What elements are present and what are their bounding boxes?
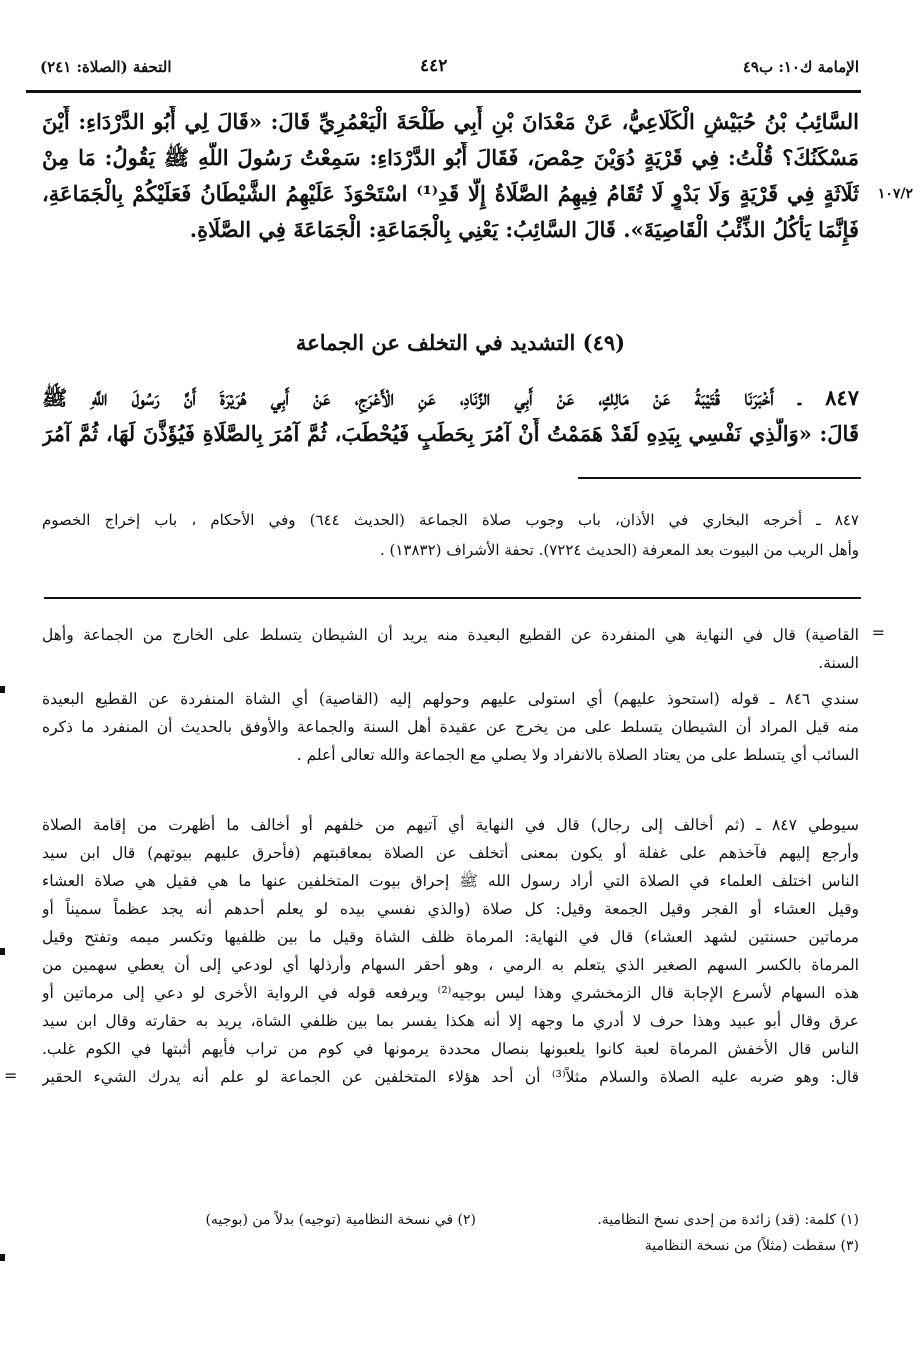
main-text-line: مَسْكَنُكَ؟ قُلْتُ: فِي قَرْيَةٍ دُوَيْنَ حِمْصَ، فَقَالَ أَبُو الدَّرْدَاءِ: سَمِعْتُ رَسُولَ اللَّهِ ﷺ يَقُولُ: مَا مِنْ [42,145,859,170]
page-number: ٤٤٢ [420,56,448,76]
commentary-line: القاصية) قال في النهاية هي المنفردة عن القطيع البعيدة منه يريد أن الشيطان يتسلط على الخارج من الجماعة وأهل [42,626,859,644]
commentary-line: منه قيل المراد أن الشيطان يتسلط على من يخرج عن عقيدة أهل السنة والجماعة والأوفق بالحديث أن المنفرد ما ذكره [42,718,859,736]
scan-mark [0,1254,5,1261]
commentary-line: المرماة بالكسر السهم الصغير الذي يتعلم به الرمي ، وهو أحقر السهام وأرذلها أي لودعي إلى أن يعطي سهمين من [42,956,859,974]
commentary-line: سندي ٨٤٦ ـ قوله (استحوذ عليهم) أي استولى عليهم وحولهم إليه (القاصية) أي الشاة المنفردة عن القطيع البعيدة [42,690,859,708]
hadith-line: ٨٤٧ ـ أَخْبَرَنَا قُتَيْبَةُ عَنْ مَالِكٍ، عَنْ أَبِي الزِّنَادِ، عَنِ الْأَعْرَجِ، عَنْ أَبِي هُرَيْرَةَ أَنَّ رَسُولَ اللَّهِ ﷺ [42,385,859,410]
continuation-mark: = [4,1066,18,1085]
hadith-line: قَالَ: «وَالَّذِي نَفْسِي بِيَدِهِ لَقَدْ هَمَمْتُ أَنْ آمُرَ بِحَطَبٍ فَيُحْطَبَ، ثُمَّ آمُرَ بِالصَّلَاةِ فَيُؤَذَّنَ لَهَا، ثُمَّ آمُرَ [42,421,859,446]
scan-mark [0,948,5,955]
commentary-line: سيوطي ٨٤٧ ـ (ثم أخالف إلى رجال) قال في النهاية أي آتيهم من خلفهم أو أخالف ما أظهرت من إقامة الصلاة [42,816,859,834]
commentary-line: السنة. [818,654,859,672]
commentary-line: هذه السهام لأسرع الإجابة قال الزمخشري وهذا ليس بوجيه⁽²⁾ ويرفعه قوله في الرواية الأخرى لو دعي إلى مرماتين أو [42,984,859,1002]
commentary-line: الناس قال الأخفش المرماة لعبة كانوا يلعبونها بنصال محددة يرمونها في كوم من تراب فأيهم أثبتها في الكوم غلب. [42,1040,859,1058]
commentary-rule [44,597,861,599]
footnote-1: (١) كلمة: (قد) زائدة من إحدى نسخ النظامية. [597,1212,859,1228]
takhrij-line: ٨٤٧ ـ أخرجه البخاري في الأذان، باب وجوب صلاة الجماعة (الحديث ٦٤٤) وفي الأحكام ، باب إخراج الخصوم [42,511,859,529]
main-text-line: فَإِنَّمَا يَأْكُلُ الذِّئْبُ الْقَاصِيَةَ». قَالَ السَّائِبُ: يَعْنِي بِالْجَمَاعَةِ: الْجَمَاعَةَ فِي الصَّلَاةِ. [189,217,859,242]
commentary-line: السائب أي يتسلط على من يعتاد الصلاة بالانفراد ولا يصلي مع الجماعة والله تعالى أعلم . [296,746,859,764]
commentary-line: الناس اختلف العلماء في الصلاة التي أراد رسول الله ﷺ إحراق بيوت المتخلفين عنها ما هي فقيل هي صلاة العشاء [42,872,859,890]
commentary-line: مرماتين حسنتين لشهد العشاء) قال في النهاية: المرماة ظلف الشاة وقيل ما بين ظلفيها وتكسر ميمه وتفتح وقيل [42,928,859,946]
footnote-2: (٢) في نسخة النظامية (توجيه) بدلاً من (بوجيه) [205,1212,476,1228]
footnote-3: (٣) سقطت (مثلاً) من نسخة النظامية [644,1238,859,1254]
footnote-rule [578,477,861,479]
running-header-right: الإمامة ك١٠: ب٤٩ [742,58,859,76]
scan-mark [0,686,5,693]
takhrij-line: وأهل الريب من البيوت بعد المعرفة (الحديث ٧٢٢٤). تحفة الأشراف (١٣٨٣٢) . [379,541,859,559]
running-header-left: التحفة (الصلاة: ٢٤١) [40,58,172,76]
header-rule [26,90,861,93]
commentary-line: وأرجع إليهم فآخذهم على غفلة أو يكون بمعنى أتخلف عن الصلاة بمعاقبتهم (فأحرق عليهم بيوتهم) قال ابن سيد [42,844,859,862]
section-title: (٤٩) التشديد في التخلف عن الجماعة [295,330,626,355]
commentary-line: عرق وقال أبو عبيد وهذا حرف لا أدري ما وجهه إلا أنه هكذا يفسر بما بين ظلفي الشاة، يريد به حقارته وقال ابن سيد [42,1012,859,1030]
main-text-line: ثَلَاثَةٍ فِي قَرْيَةٍ وَلَا بَدْوٍ لَا تُقَامُ فِيهِمُ الصَّلَاةُ إِلَّا قَدِ⁽¹⁾ اسْتَحْوَذَ عَلَيْهِمُ الشَّيْطَانُ فَعَلَيْكُمْ بِالْجَمَاعَةِ، [42,181,859,206]
margin-reference: ١٠٧/٢ [877,186,913,202]
main-text-line: السَّائِبُ بْنُ حُبَيْشٍ الْكَلَاعِيُّ، عَنْ مَعْدَانَ بْنِ أَبِي طَلْحَةَ الْيَعْمُرِيِّ قَالَ: «قَالَ لِي أَبُو الدَّرْدَاءِ: أَيْنَ [42,109,859,134]
commentary-line: قال: وهو ضربه عليه الصلاة والسلام مثلاً⁽³⁾ أن أحد هؤلاء المتخلفين عن الجماعة لو علم أنه يدرك الشيء الحقير [42,1068,859,1086]
continuation-mark: = [871,623,885,642]
commentary-line: وقيل العشاء أو الفجر وقيل الجمعة وقيل: كل صلاة (والذي نفسي بيده لو يعلم أحدهم أنه يجد عظماً سميناً أو [42,900,859,918]
